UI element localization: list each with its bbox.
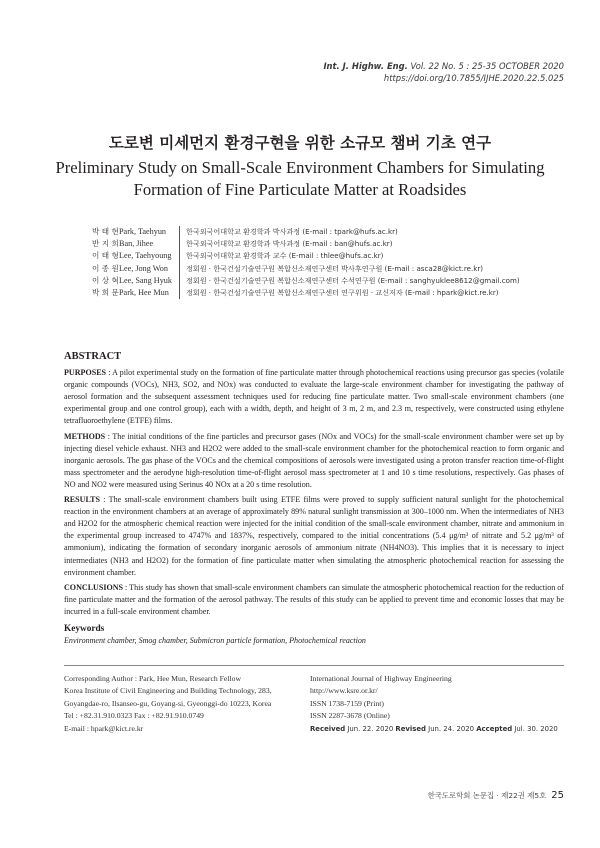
results-label: RESULTS bbox=[64, 495, 100, 505]
pub-line: ISSN 2287-3678 (Online) bbox=[310, 711, 390, 721]
abstract-section bbox=[64, 351, 564, 647]
conclusions-label: CONCLUSIONS bbox=[64, 582, 124, 592]
pub-dates bbox=[310, 723, 558, 735]
abstract-methods bbox=[64, 431, 564, 491]
author-name-en: Park, Hee Mun bbox=[119, 288, 169, 298]
conclusions-text: : This study has shown that small-scale environment chambers can simulate the atmospheric photochemical reaction for the reduction of fine particulate matter and the formation of the aerosol pathway. The results of this study can be applied to prevent time and economic losses that may be incurred in a full-scale environment chamber. bbox=[64, 582, 564, 616]
accepted-date: Jul. 30. 2020 bbox=[512, 724, 558, 733]
corresponding-author-info bbox=[64, 673, 304, 735]
author-row bbox=[92, 250, 520, 262]
corr-line: Corresponding Author : Park, Hee Mun, Research Fellow bbox=[64, 674, 241, 683]
page-footer bbox=[428, 790, 564, 801]
corr-email[interactable]: E-mail : hpark@kict.re.kr bbox=[64, 723, 144, 733]
methods-text: : The initial conditions of the fine particles and precursor gases (NOx and VOCs) for the small-scale environment chamber were set up by injecting diesel vehicle exhaust. NH3 and H2O2 were added to the small-scale environment chamber for the photochemical reaction to form organic and inorganic aerosols. The gas phase of the VOCs and the chemical compositions of aerosols were investigated using a proton transfer reaction time-of-flight mass spectrometer and the aerodyne high-resolution time-of-flight aerosol mass spectrometer at 1 and 10 s time resolutions, respectively. Gas phases of NO and NO2 were measured using Serinus 40 NOx at a 20 s time resolution. bbox=[64, 431, 564, 489]
abstract-conclusions bbox=[64, 582, 564, 618]
revised-date: Jun. 24. 2020 bbox=[425, 724, 477, 733]
received-label: Received bbox=[310, 724, 346, 733]
purposes-text: : A pilot experimental study on the formation of fine particulate matter through photochemical reactions using precursor gas species (volatile organic compounds (VOCs), NH3, SO2, and NOx) was conducted to evaluate the large-scale environment chamber for investigating the pathway of aerosol formation and the subsequent assessment techniques used for reducing fine particulate matter. Two small-scale environment chambers (one experimental group and one control group), each with a width, depth, and height of 3 m, 2 m, and 2.3 m, respectively, were constructed using ethylene tetrafluoroethylene (ETFE) films. bbox=[64, 368, 564, 426]
author-name-kr: 이 상 혁 bbox=[92, 275, 119, 285]
author-row bbox=[92, 226, 520, 238]
pub-line: ISSN 1738-7159 (Print) bbox=[310, 698, 384, 708]
author-name-kr: 박 태 현 bbox=[92, 227, 119, 236]
methods-label: METHODS bbox=[64, 431, 106, 441]
corr-line: Korea Institute of Civil Engineering and Building Technology, 283, bbox=[64, 686, 272, 696]
journal-name: Int. J. Highw. Eng. bbox=[323, 61, 408, 71]
purposes-label: PURPOSES bbox=[64, 368, 107, 378]
abstract-results bbox=[64, 494, 564, 579]
results-text: : The small-scale environment chambers built using ETFE films were proved to supply sufficient natural sunlight for the photochemical reaction in the environment chambers at an average of approximately 89% natural sunlight transmission at 300–1000 nm. When the intermediates of NH3 and H2O2 for the atmospheric chemical reaction were injected for the initial condition of the small-scale environment chamber, nitrate and ammonium in the experimental group increased to 4747% and 1837%, respectively, compared to the initial concentrations (5.4 μg/m³ of nitrate and 5.2 μg/m³ of ammonium), indicating the formation of secondary inorganic aerosols of ammonium nitrate (NH4NO3). This implies that it is necessary to inject intermediates (NH3 and H2O2) for the formation of fine particulate matter when simulating the atmospheric photochemical reaction for assessing the environment chamber. bbox=[64, 495, 564, 577]
author-name-kr: 이 태 형 bbox=[92, 251, 119, 261]
author-name-en: Ban, Jihee bbox=[119, 239, 154, 249]
abstract-purposes bbox=[64, 367, 564, 427]
keywords-label: Keywords bbox=[64, 623, 105, 634]
abstract-heading: ABSTRACT bbox=[64, 351, 122, 362]
author-name-kr: 박 희 문 bbox=[92, 288, 119, 298]
pub-url[interactable]: http://www.ksre.or.kr/ bbox=[310, 686, 378, 696]
author-affiliation: 한국외국어대학교 환경학과 박사과정 (E-mail : tpark@hufs.ac.kr) bbox=[179, 226, 398, 238]
author-name-kr: 반 지 희 bbox=[92, 239, 119, 249]
author-row bbox=[92, 238, 520, 250]
accepted-label: Accepted bbox=[476, 724, 513, 733]
author-name-en: Lee, Sang Hyuk bbox=[119, 275, 172, 285]
author-name-en: Lee, Jong Won bbox=[119, 263, 168, 273]
author-affiliation: 한국외국어대학교 환경학과 교수 (E-mail : thlee@hufs.ac.kr) bbox=[179, 250, 383, 262]
publication-info bbox=[310, 673, 558, 735]
author-affiliation: 정회원 · 한국건설기술연구원 복합신소재연구센터 수석연구원 (E-mail : sanghyuklee8612@gmail.com) bbox=[179, 275, 520, 287]
corr-line: Tel : +82.31.910.0323 Fax : +82.91.910.0749 bbox=[64, 711, 204, 721]
pub-line: International Journal of Highway Engineering bbox=[310, 674, 452, 683]
author-affiliation: 정회원 · 한국건설기술연구원 복합신소재연구센터 박사후연구원 (E-mail : asca28@kict.re.kr) bbox=[179, 263, 483, 275]
divider bbox=[64, 665, 564, 666]
author-affiliation: 정회원 · 한국건설기술연구원 복합신소재연구센터 연구위원 · 교신저자 (E-mail : hpark@kict.re.kr) bbox=[179, 287, 499, 299]
journal-doi[interactable]: https://doi.org/10.7855/IJHE.2020.22.5.025 bbox=[383, 73, 564, 83]
author-name-en: Park, Taehyun bbox=[119, 227, 167, 236]
author-row bbox=[92, 287, 520, 299]
title-english: Preliminary Study on Small-Scale Environment Chambers for Simulating Formation of Fine Particulate Matter at Roadsides bbox=[55, 158, 545, 199]
keywords-text: Environment chamber, Smog chamber, Submicron particle formation, Photochemical reaction bbox=[64, 636, 366, 646]
author-row bbox=[92, 263, 520, 275]
author-list bbox=[92, 226, 520, 299]
title-korean: 도로변 미세먼지 환경구현을 위한 소규모 챔버 기초 연구 bbox=[108, 134, 492, 152]
author-row bbox=[92, 275, 520, 287]
page-number: 25 bbox=[551, 790, 564, 801]
journal-issue: Vol. 22 No. 5 : 25-35 OCTOBER 2020 bbox=[407, 61, 564, 71]
corr-line: Goyangdae-ro, Ilsanseo-gu, Goyang-si, Gyeonggi-do 10223, Korea bbox=[64, 698, 272, 708]
journal-header bbox=[323, 60, 564, 84]
author-name-kr: 이 종 원 bbox=[92, 263, 119, 273]
footer-journal: 한국도로학회 논문집 · 제22권 제5호 bbox=[427, 791, 547, 800]
received-date: Jun. 22. 2020 bbox=[345, 724, 396, 733]
revised-label: Revised bbox=[395, 724, 426, 733]
author-affiliation: 한국외국어대학교 환경학과 박사과정 (E-mail : ban@hufs.ac.kr) bbox=[179, 238, 393, 250]
author-name-en: Lee, Taehyoung bbox=[119, 251, 172, 261]
